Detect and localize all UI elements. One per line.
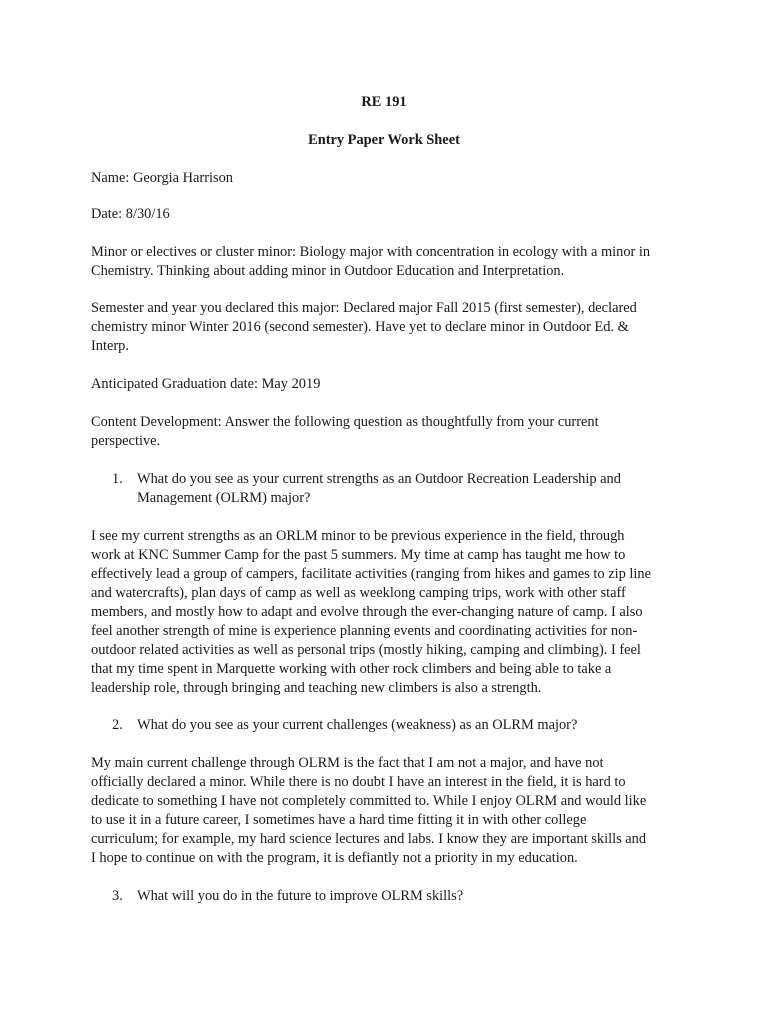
- name-line: Name: Georgia Harrison: [91, 170, 233, 186]
- answer-2-line-2: officially declared a minor. While there is no doubt I have an interest in the field, it is hard to: [91, 774, 626, 790]
- question-2-number: 2.: [112, 717, 123, 733]
- minor-line-2: Chemistry. Thinking about adding minor in Outdoor Education and Interpretation.: [91, 263, 565, 279]
- answer-1-line-3: effectively lead a group of campers, facilitate activities (ranging from hikes and games to zip line: [91, 566, 651, 582]
- answer-1-line-2: work at KNC Summer Camp for the past 5 summers. My time at camp has taught me how to: [91, 547, 626, 563]
- answer-2-line-6: I hope to continue on with the program, it is defiantly not a priority in my education.: [91, 850, 578, 866]
- content-line-2: perspective.: [91, 433, 161, 449]
- question-1-line-1: What do you see as your current strengths as an Outdoor Recreation Leadership and: [137, 471, 621, 487]
- semester-line-3: Interp.: [91, 338, 129, 354]
- answer-1-line-1: I see my current strengths as an ORLM minor to be previous experience in the field, through: [91, 528, 625, 544]
- answer-1-line-7: outdoor related activities as well as personal trips (mostly hiking, camping and climbing). I feel: [91, 642, 641, 658]
- date-line: Date: 8/30/16: [91, 206, 170, 222]
- answer-2-line-3: dedicate to something I have not completely committed to. While I enjoy OLRM and would like: [91, 793, 647, 809]
- graduation-line: Anticipated Graduation date: May 2019: [91, 376, 321, 392]
- question-2-line-1: What do you see as your current challenges (weakness) as an OLRM major?: [137, 717, 578, 733]
- answer-1-line-6: feel another strength of mine is experience planning events and coordinating activities for non-: [91, 623, 638, 639]
- answer-2-line-4: to use it in a future career, I sometimes have a hard time fitting it in with other college: [91, 812, 587, 828]
- answer-2-line-1: My main current challenge through OLRM is the fact that I am not a major, and have not: [91, 755, 604, 771]
- question-1-number: 1.: [112, 471, 123, 487]
- content-line-1: Content Development: Answer the following question as thoughtfully from your current: [91, 414, 599, 430]
- answer-1-line-8: that my time spent in Marquette working with other rock climbers and being able to take a: [91, 661, 612, 677]
- course-heading: RE 191: [361, 94, 407, 110]
- semester-line-2: chemistry minor Winter 2016 (second semester). Have yet to declare minor in Outdoor Ed. &: [91, 319, 629, 335]
- answer-1-line-5: members, and mostly how to adapt and evolve through the ever-changing nature of camp. I also: [91, 604, 643, 620]
- question-3-number: 3.: [112, 888, 123, 904]
- answer-1-line-9: leadership role, through bringing and teaching new climbers is also a strength.: [91, 680, 542, 696]
- minor-line-1: Minor or electives or cluster minor: Biology major with concentration in ecology with a minor in: [91, 244, 651, 260]
- document-title: Entry Paper Work Sheet: [308, 132, 460, 148]
- semester-line-1: Semester and year you declared this major: Declared major Fall 2015 (first semester), declared: [91, 300, 637, 316]
- answer-2-line-5: curriculum; for example, my hard science lectures and labs. I know they are important skills and: [91, 831, 647, 847]
- question-3-line-1: What will you do in the future to improve OLRM skills?: [137, 888, 464, 904]
- answer-1-line-4: and watercrafts), plan days of camp as well as weeklong camping trips, work with other staff: [91, 585, 626, 601]
- question-1-line-2: Management (OLRM) major?: [137, 490, 311, 506]
